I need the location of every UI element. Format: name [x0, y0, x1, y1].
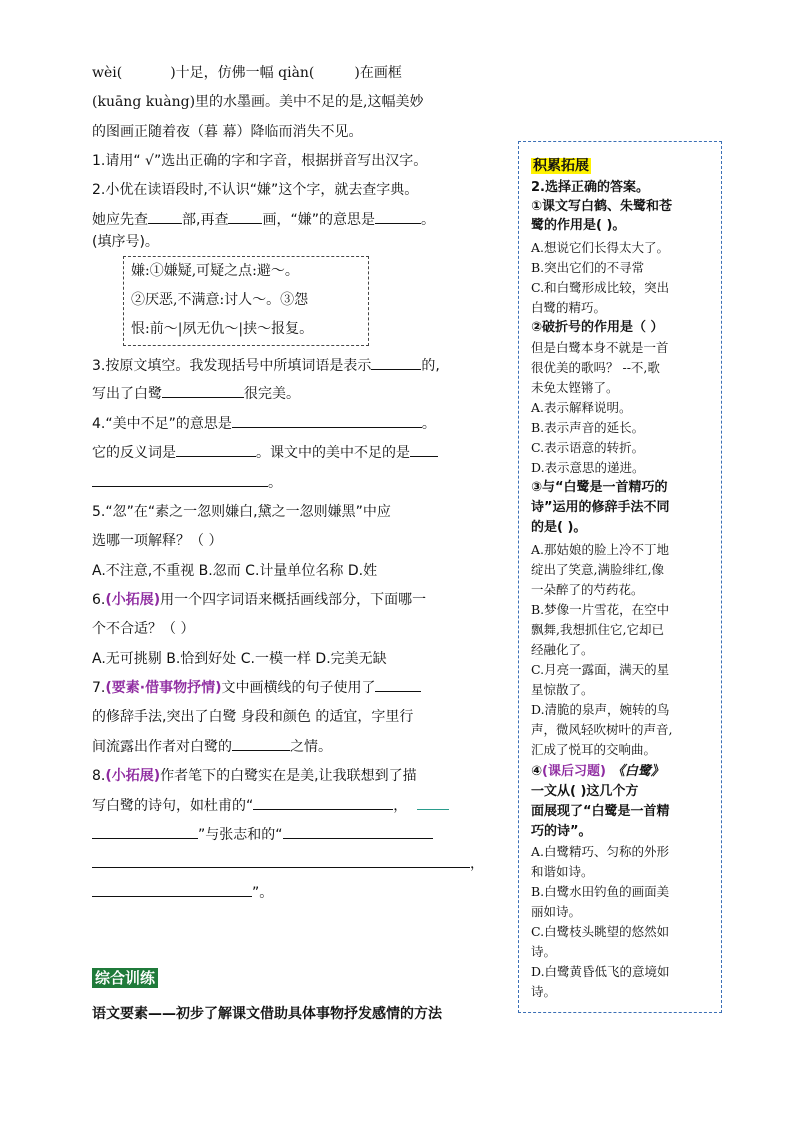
sidebar-q2: ②破折号的作用是（ ） — [531, 320, 664, 335]
question-6-options: A.无可挑剔 B.恰到好处 C.一模一样 D.完美无缺 — [92, 651, 387, 667]
question-8-line-2: 写白鹭的诗句，如杜甫的“ ， — [92, 795, 449, 817]
sidebar-q1-option: A.想说它们长得太大了。 — [531, 240, 670, 255]
answer-blank[interactable] — [92, 882, 252, 897]
dictionary-line-2: ②厌恶,不满意:讨人～。③怨 — [131, 292, 309, 308]
question-6-line-2: 个不合适？（ ） — [92, 621, 195, 637]
sidebar-q3-option: B.梦像一片雪花，在空中 — [531, 602, 670, 617]
answer-blank[interactable] — [92, 853, 470, 868]
answer-blank[interactable] — [417, 795, 449, 810]
dictionary-line-1: 嫌:①嫌疑,可疑之点:避～。 — [131, 263, 299, 279]
answer-blank[interactable] — [176, 442, 256, 457]
question-tag: (小拓展) — [105, 592, 161, 608]
sidebar-q3-option: 飘舞,我想抓住它,它却已 — [531, 622, 664, 637]
sidebar-q4-option: 和谐如诗。 — [531, 864, 594, 879]
question-7-line-3: 间流露出作者对白鹭的 之情。 — [92, 736, 332, 758]
answer-blank[interactable] — [253, 795, 393, 810]
question-5-line-1: 5.“忽”在“素之一忽则嫌白,黛之一忽则嫌黑”中应 — [92, 504, 391, 520]
sidebar-q1-option: B.突出它们的不寻常 — [531, 260, 645, 275]
sidebar-q3-line: 的是( )。 — [531, 520, 587, 535]
sidebar-q4-option: 诗。 — [531, 984, 557, 999]
sidebar-q3-option: 汇成了悦耳的交响曲。 — [531, 742, 657, 757]
sidebar-q3-line: 诗”运用的修辞手法不同 — [531, 500, 670, 515]
answer-blank[interactable] — [92, 824, 198, 839]
sidebar-q4-line: 一文从( )这几个方 — [531, 784, 639, 799]
question-8-line-3: ”与张志和的“ — [92, 824, 433, 846]
sidebar-q3-option: A.那姑娘的脸上冷不丁地 — [531, 542, 670, 557]
question-tag: (小拓展) — [105, 768, 161, 784]
question-2-line-3: (填序号)。 — [92, 234, 159, 250]
dictionary-line-3: 恨:前～|夙无仇～|挟～报复。 — [131, 321, 314, 337]
answer-blank[interactable] — [375, 209, 421, 224]
answer-blank[interactable] — [148, 209, 182, 224]
sidebar-q3-option: 绽出了笑意,满脸绯红,像 — [531, 562, 664, 577]
sidebar-q3-option: 经融化了。 — [531, 642, 594, 657]
sidebar-q2-quote: 但是白鹭本身不就是一首 — [531, 340, 669, 355]
sidebar-q3-option: 一朵醉了的芍药花。 — [531, 582, 644, 597]
sidebar-q4-option: D.白鹭黄昏低飞的意境如 — [531, 964, 670, 979]
question-4-line-3: 。 — [92, 472, 282, 494]
answer-blank[interactable] — [232, 413, 422, 428]
answer-blank[interactable] — [232, 736, 290, 751]
question-2-line-2: 她应先查 部,再查 画，“嫌”的意思是 。 — [92, 209, 435, 231]
passage-line-2: (kuāng kuàng)里的水墨画。美中不足的是,这幅美妙 — [92, 94, 424, 110]
question-3-line-2: 写出了白鹭 很完美。 — [92, 383, 300, 405]
sidebar-q4-option: 丽如诗。 — [531, 904, 582, 919]
answer-blank[interactable] — [410, 442, 438, 457]
answer-blank[interactable] — [228, 209, 262, 224]
sidebar-title: 积累拓展 — [533, 158, 589, 174]
question-8-line-1: 8.(小拓展)作者笔下的白鹭实在是美,让我联想到了描 — [92, 768, 417, 784]
sidebar-q1-line: 鹭的作用是( )。 — [531, 218, 626, 233]
sidebar-q4-option: 诗。 — [531, 944, 557, 959]
question-2-line-1: 2.小优在读语段时,不认识“嫌”这个字，就去查字典。 — [92, 182, 419, 198]
question-1: 1.请用“ √”选出正确的字和字音，根据拼音写出汉字。 — [92, 153, 428, 169]
sidebar-q4-option: A.白鹭精巧、匀称的外形 — [531, 844, 670, 859]
question-8-line-4: ， — [92, 853, 484, 875]
sidebar-q2-option: D.表示意思的递进。 — [531, 460, 645, 475]
answer-blank[interactable] — [92, 472, 268, 487]
question-tag: (要素·借事物抒情) — [105, 680, 222, 696]
question-8-line-5: ”。 — [92, 882, 273, 904]
sidebar-q3-option: C.月亮一露面，满天的星 — [531, 662, 670, 677]
sidebar-q2-option: C.表示语意的转折。 — [531, 440, 645, 455]
question-4-line-1: 4.“美中不足”的意思是 。 — [92, 413, 436, 435]
section-subtitle: 语文要素——初步了解课文借助具体事物抒发感情的方法 — [92, 1006, 442, 1022]
question-6-line-1: 6.(小拓展)用一个四字词语来概括画线部分，下面哪一 — [92, 592, 427, 608]
answer-blank[interactable] — [375, 677, 421, 692]
sidebar-q4-line: 面展现了“白鹭是一首精 — [531, 804, 670, 819]
sidebar-q3-line: ③与“白鹭是一首精巧的 — [531, 480, 668, 495]
sidebar-q2-option: A.表示解释说明。 — [531, 400, 632, 415]
sidebar-q3-option: D.清脆的泉声，婉转的鸟 — [531, 702, 670, 717]
sidebar-q2-option: B.表示声音的延长。 — [531, 420, 645, 435]
sidebar-q1-line: ①课文写白鹤、朱鹭和苍 — [531, 199, 673, 214]
sidebar-q1-option: C.和白鹭形成比较，突出 — [531, 280, 670, 295]
question-5-line-2: 选哪一项解释？（ ） — [92, 533, 223, 549]
sidebar-q2-quote: 很优美的歌吗？ --不,歌 — [531, 360, 660, 375]
sidebar-q4-option: C.白鹭枝头眺望的悠然如 — [531, 924, 670, 939]
sidebar-heading: 2.选择正确的答案。 — [531, 180, 649, 195]
question-7-line-1: 7.(要素·借事物抒情)文中画横线的句子使用了 — [92, 677, 421, 699]
passage-line-1: wèi( )十足，仿佛一幅 qiàn( )在画框 — [92, 65, 402, 81]
sidebar-q1-option: 白鹭的精巧。 — [531, 300, 607, 315]
question-5-options: A.不注意,不重视 B.忽而 C.计量单位名称 D.姓 — [92, 563, 378, 579]
sidebar-q3-option: 声，微风轻吹树叶的声音, — [531, 722, 673, 737]
sidebar-q3-option: 星惊散了。 — [531, 682, 594, 697]
section-title: 综合训练 — [92, 967, 158, 988]
sidebar-q2-quote: 未免太铿锵了。 — [531, 380, 619, 395]
answer-blank[interactable] — [371, 355, 421, 370]
answer-blank[interactable] — [162, 383, 244, 398]
sidebar-q4-option: B.白鹭水田钓鱼的画面美 — [531, 884, 670, 899]
answer-blank[interactable] — [283, 824, 433, 839]
passage-line-3: 的图画正随着夜（暮 幕）降临而消失不见。 — [92, 124, 363, 140]
question-4-line-2: 它的反义词是 。课文中的美中不足的是 — [92, 442, 438, 464]
question-3-line-1: 3.按原文填空。我发现括号中所填词语是表示 的, — [92, 355, 440, 377]
question-7-line-2: 的修辞手法,突出了白鹭 身段和颜色 的适宜，字里行 — [92, 709, 414, 725]
sidebar-q4-header: ④(课后习题) 《白鹭》 — [531, 764, 664, 779]
sidebar-q4-line: 巧的诗”。 — [531, 824, 592, 839]
